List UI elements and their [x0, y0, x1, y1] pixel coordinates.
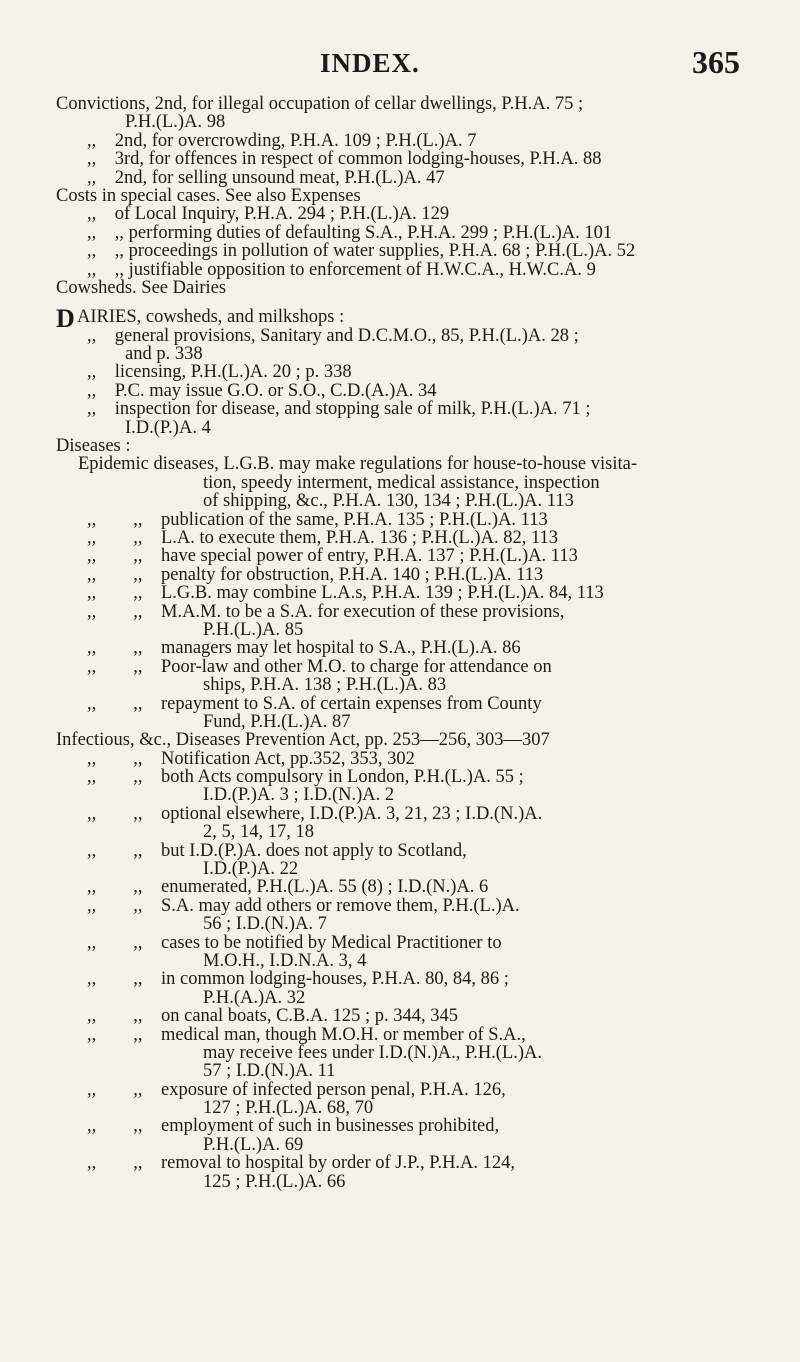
index-text: ,, ,, justifiable opposition to enforcement of H.W.C.A., H.W.C.A. 9: [87, 259, 596, 280]
index-line: [0, 1007, 800, 1025]
index-text: I.D.(P.)A. 22: [203, 859, 299, 880]
index-line: [0, 279, 800, 297]
index-line: [0, 437, 800, 455]
index-text: I.D.(P.)A. 3 ; I.D.(N.)A. 2: [203, 785, 395, 806]
index-line: [0, 304, 800, 334]
index-text: I.D.(P.)A. 4: [125, 417, 211, 438]
index-line: [0, 511, 800, 529]
index-line: [0, 1026, 800, 1044]
index-text: ,, ,, in common lodging-houses, P.H.A. 80, 84, 86 ;: [87, 969, 509, 990]
index-text: tion, speedy interment, medical assistance, inspection: [203, 472, 600, 493]
index-text: Infectious, &c., Diseases Prevention Act, pp. 253—256, 303—307: [56, 730, 550, 751]
index-line: [0, 639, 800, 657]
index-text: ,, ,, exposure of infected person penal, P.H.A. 126,: [87, 1079, 506, 1100]
page-header: [0, 44, 800, 84]
index-line: [0, 584, 800, 602]
index-line: [0, 345, 800, 363]
index-text: ships, P.H.A. 138 ; P.H.(L.)A. 83: [203, 675, 447, 696]
index-line: [0, 842, 800, 860]
index-text: ,, ,, on canal boats, C.B.A. 125 ; p. 344, 345: [87, 1006, 459, 1027]
index-text: Epidemic diseases, L.G.B. may make regulations for house-to-house visita-: [78, 454, 637, 475]
index-line: [0, 621, 800, 639]
index-text: ,, 2nd, for selling unsound meat, P.H.(L.)A. 47: [87, 167, 445, 188]
index-line: [0, 695, 800, 713]
index-line: [0, 768, 800, 786]
index-line: [0, 603, 800, 621]
index-line: [0, 455, 800, 473]
page-number: 365: [692, 44, 740, 80]
index-line: [0, 566, 800, 584]
index-text: 56 ; I.D.(N.)A. 7: [203, 914, 327, 935]
index-text: ,, licensing, P.H.(L.)A. 20 ; p. 338: [87, 362, 352, 383]
index-line: [0, 492, 800, 510]
index-text: ,, of Local Inquiry, P.H.A. 294 ; P.H.(L.)A. 129: [87, 204, 450, 225]
index-line: [0, 169, 800, 187]
index-text: P.H.(L.)A. 85: [203, 619, 304, 640]
index-line: [0, 95, 800, 113]
index-line: [0, 860, 800, 878]
index-text: ,, P.C. may issue G.O. or S.O., C.D.(A.)A. 34: [87, 380, 437, 401]
index-line: [0, 878, 800, 896]
index-line: [0, 731, 800, 749]
index-line: [0, 224, 800, 242]
index-text: ,, ,, proceedings in pollution of water supplies, P.H.A. 68 ; P.H.(L.)A. 52: [87, 241, 636, 262]
index-text: AIRIES, cowsheds, and milkshops :: [77, 307, 345, 328]
index-line: [0, 474, 800, 492]
index-text: ,, ,, L.G.B. may combine L.A.s, P.H.A. 139 ; P.H.(L.)A. 84, 113: [87, 583, 604, 604]
index-text: ,, ,, repayment to S.A. of certain expenses from County: [87, 693, 542, 714]
index-text: P.H.(A.)A. 32: [203, 987, 306, 1008]
index-text: Fund, P.H.(L.)A. 87: [203, 711, 351, 732]
index-line: [0, 1154, 800, 1172]
index-text: P.H.(L.)A. 98: [125, 112, 226, 133]
index-text: M.O.H., I.D.N.A. 3, 4: [203, 950, 367, 971]
index-line: [0, 823, 800, 841]
index-line: [0, 1117, 800, 1135]
index-text: ,, ,, S.A. may add others or remove them, P.H.(L.)A.: [87, 895, 520, 916]
index-line: [0, 1136, 800, 1154]
index-text: Costs in special cases. See also Expenses: [56, 185, 361, 206]
index-line: [0, 261, 800, 279]
index-line: [0, 915, 800, 933]
index-line: [0, 897, 800, 915]
index-text: ,, ,, cases to be notified by Medical Practitioner to: [87, 932, 502, 953]
index-line: [0, 382, 800, 400]
index-text: ,, ,, both Acts compulsory in London, P.H.(L.)A. 55 ;: [87, 767, 524, 788]
index-text: may receive fees under I.D.(N.)A., P.H.(L.)A.: [203, 1042, 543, 1063]
index-line: [0, 750, 800, 768]
index-text: ,, ,, have special power of entry, P.H.A. 137 ; P.H.(L.)A. 113: [87, 546, 578, 567]
index-line: [0, 970, 800, 988]
index-text: ,, ,, medical man, though M.O.H. or member of S.A.,: [87, 1024, 526, 1045]
index-text: 127 ; P.H.(L.)A. 68, 70: [203, 1098, 374, 1119]
index-line: [0, 205, 800, 223]
index-line: [0, 242, 800, 260]
index-text: ,, ,, enumerated, P.H.(L.)A. 55 (8) ; I.D.(N.)A. 6: [87, 877, 489, 898]
index-text: ,, ,, but I.D.(P.)A. does not apply to Scotland,: [87, 840, 467, 861]
index-line: [0, 1062, 800, 1080]
index-line: [0, 150, 800, 168]
index-text: Convictions, 2nd, for illegal occupation of cellar dwellings, P.H.A. 75 ;: [56, 94, 584, 114]
index-line: [0, 1099, 800, 1117]
index-line: [0, 327, 800, 345]
index-line: [0, 187, 800, 205]
index-line: [0, 363, 800, 381]
index-line: [0, 547, 800, 565]
index-text: ,, ,, employment of such in businesses prohibited,: [87, 1116, 500, 1137]
index-line: [0, 989, 800, 1007]
index-line: [0, 419, 800, 437]
index-line: [0, 132, 800, 150]
index-text: 57 ; I.D.(N.)A. 11: [203, 1061, 336, 1082]
index-line: [0, 529, 800, 547]
index-text: ,, general provisions, Sanitary and D.C.M.O., 85, P.H.(L.)A. 28 ;: [87, 325, 579, 346]
index-line: [0, 658, 800, 676]
index-text: ,, ,, publication of the same, P.H.A. 135 ; P.H.(L.)A. 113: [87, 509, 548, 530]
index-text: ,, ,, removal to hospital by order of J.P., P.H.A. 124,: [87, 1153, 516, 1174]
index-text: ,, ,, L.A. to execute them, P.H.A. 136 ; P.H.(L.)A. 82, 113: [87, 527, 559, 548]
index-text: ,, ,, M.A.M. to be a S.A. for execution of these provisions,: [87, 601, 565, 622]
index-line: [0, 1044, 800, 1062]
index-line: [0, 713, 800, 731]
index-text: ,, inspection for disease, and stopping sale of milk, P.H.(L.)A. 71 ;: [87, 399, 591, 420]
index-entries: [0, 95, 800, 1191]
drop-cap: D: [56, 304, 75, 334]
index-line: [0, 113, 800, 131]
index-text: of shipping, &c., P.H.A. 130, 134 ; P.H.(L.)A. 113: [203, 491, 574, 512]
index-line: [0, 1081, 800, 1099]
index-line: [0, 1173, 800, 1191]
index-line: [0, 934, 800, 952]
index-text: 125 ; P.H.(L.)A. 66: [203, 1171, 346, 1192]
index-text: ,, ,, penalty for obstruction, P.H.A. 140 ; P.H.(L.)A. 113: [87, 564, 544, 585]
index-text: Diseases :: [56, 436, 131, 457]
index-text: ,, ,, managers may let hospital to S.A., P.H.(L).A. 86: [87, 638, 521, 659]
index-text: ,, 2nd, for overcrowding, P.H.A. 109 ; P.H.(L.)A. 7: [87, 130, 477, 151]
index-line: [0, 952, 800, 970]
index-line: [0, 805, 800, 823]
index-text: ,, ,, performing duties of defaulting S.A., P.H.A. 299 ; P.H.(L.)A. 101: [87, 222, 613, 243]
index-text: ,, ,, Poor-law and other M.O. to charge for attendance on: [87, 656, 552, 677]
index-line: [0, 400, 800, 418]
index-text: P.H.(L.)A. 69: [203, 1134, 304, 1155]
index-text: Cowsheds. See Dairies: [56, 277, 227, 298]
index-text: ,, ,, Notification Act, pp.352, 353, 302: [87, 748, 415, 769]
index-text: and p. 338: [125, 344, 203, 365]
running-title: INDEX.: [320, 48, 420, 78]
index-text: 2, 5, 14, 17, 18: [203, 822, 314, 843]
index-line: [0, 676, 800, 694]
index-text: ,, ,, optional elsewhere, I.D.(P.)A. 3, 21, 23 ; I.D.(N.)A.: [87, 803, 543, 824]
index-text: ,, 3rd, for offences in respect of common lodging-houses, P.H.A. 88: [87, 149, 602, 170]
index-line: [0, 786, 800, 804]
